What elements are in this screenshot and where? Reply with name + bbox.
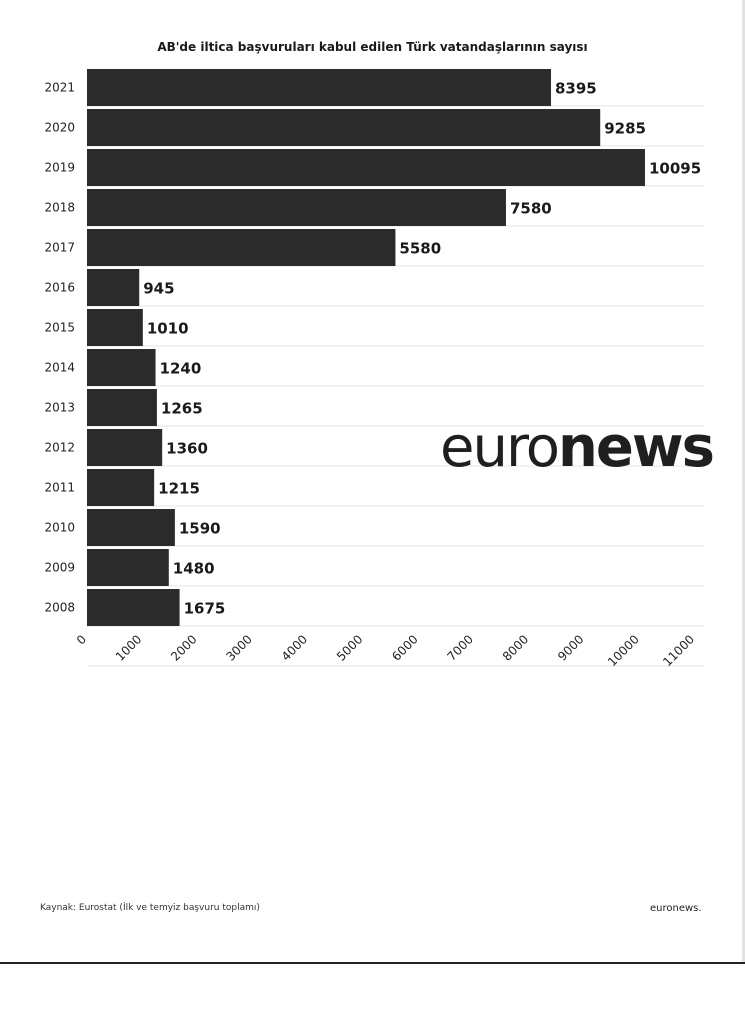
- x-tick-label: 2000: [168, 632, 200, 664]
- euronews-watermark-logo: [440, 415, 713, 480]
- bar: [87, 109, 600, 146]
- bar: [87, 309, 143, 346]
- category-label: 2020: [44, 120, 75, 135]
- value-label: 1590: [178, 519, 221, 538]
- bar: [87, 189, 506, 226]
- category-label: 2010: [44, 520, 75, 535]
- value-label: 1215: [158, 479, 200, 498]
- x-tick-label: 11000: [660, 632, 698, 670]
- x-tick-label: 1000: [112, 632, 145, 664]
- scan-bottom-strip: [0, 962, 745, 1026]
- value-label: 1675: [183, 599, 226, 618]
- brand-logo: euronews.: [650, 903, 702, 914]
- bar: [87, 389, 157, 426]
- category-label: 2012: [44, 440, 75, 455]
- bar: [87, 429, 162, 466]
- category-label: 2017: [44, 240, 75, 255]
- watermark-light: euro: [440, 415, 558, 480]
- category-label: 2009: [44, 560, 75, 575]
- category-label: 2016: [44, 280, 75, 295]
- value-label: 9285: [604, 119, 646, 138]
- x-tick-label: 5000: [333, 632, 366, 664]
- x-tick-label: 7000: [444, 632, 477, 664]
- x-tick-label: 8000: [499, 632, 532, 664]
- value-label: 1265: [160, 399, 203, 418]
- bar: [87, 229, 395, 266]
- value-label: 1240: [159, 359, 202, 378]
- value-label: 1010: [146, 319, 189, 338]
- x-tick-label: 0: [73, 632, 90, 648]
- x-tick-label: 6000: [389, 632, 421, 664]
- bar: [87, 269, 139, 306]
- bar: [87, 469, 154, 506]
- category-label: 2019: [44, 160, 75, 175]
- bar: [87, 589, 180, 626]
- x-tick-label: 3000: [223, 632, 255, 664]
- bar: [87, 149, 645, 186]
- category-label: 2015: [44, 320, 75, 335]
- bar: [87, 349, 156, 386]
- value-label: 945: [143, 279, 175, 298]
- x-tick-label: 10000: [604, 632, 642, 670]
- x-tick-label: 9000: [555, 632, 587, 664]
- value-label: 10095: [648, 159, 702, 178]
- category-label: 2008: [44, 600, 75, 615]
- category-label: 2021: [44, 80, 75, 95]
- x-tick-label: 4000: [278, 632, 311, 664]
- value-label: 1360: [166, 439, 208, 458]
- value-label: 1480: [172, 559, 215, 578]
- category-label: 2013: [44, 400, 75, 415]
- value-label: 8395: [555, 79, 597, 98]
- bar: [87, 549, 169, 586]
- category-label: 2011: [44, 480, 75, 495]
- chart-title: AB'de iltica başvuruları kabul edilen Türk vatandaşlarının sayısı: [157, 40, 588, 54]
- category-label: 2014: [44, 360, 75, 375]
- bar: [87, 509, 175, 546]
- watermark-bold: news: [558, 415, 713, 480]
- value-label: 5580: [399, 239, 442, 258]
- value-label: 7580: [509, 199, 552, 218]
- source-note: Kaynak: Eurostat (İlk ve temyiz başvuru toplamı): [40, 903, 260, 913]
- category-label: 2018: [44, 200, 75, 215]
- bar: [87, 69, 551, 106]
